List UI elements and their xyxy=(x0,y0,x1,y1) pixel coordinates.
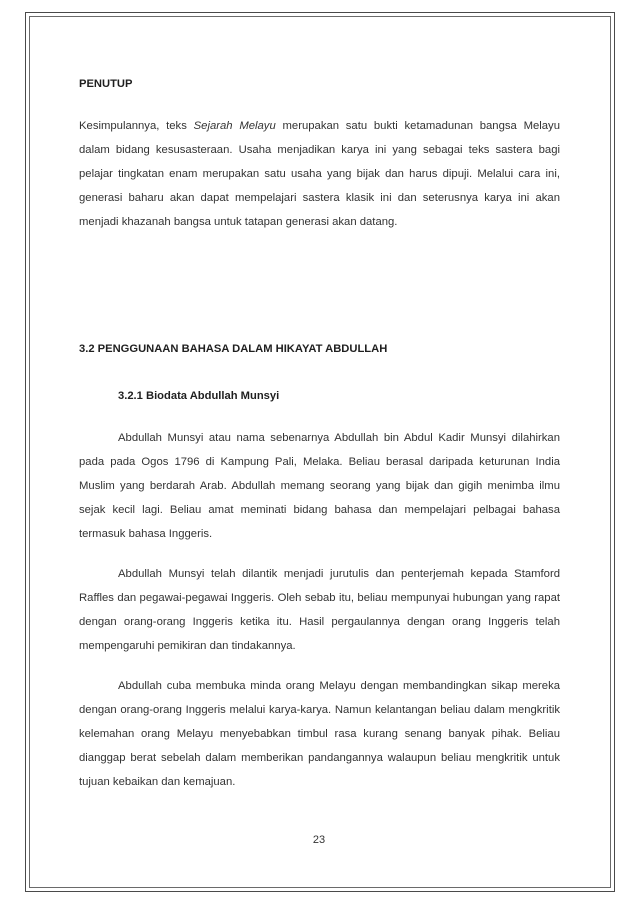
section-heading: 3.2 PENGGUNAAN BAHASA DALAM HIKAYAT ABDULLAH xyxy=(79,343,388,355)
biodata-paragraph-3: Abdullah cuba membuka minda orang Melayu dengan membandingkan sikap mereka dengan orang-orang Inggeris melalui karya-karya. Namun kelantangan beliau dalam mengkritik kelemahan orang Melayu menyebabkan timbul rasa kurang senang banyak pihak. Beliau dianggap berat sebelah dalam memberikan pandangannya walaupun beliau mengkritik untuk tujuan kebaikan dan kemajuan. xyxy=(79,680,560,788)
closing-italic-title: Sejarah Melayu xyxy=(193,120,276,132)
closing-heading: PENUTUP xyxy=(79,78,133,90)
page-number: 23 xyxy=(312,834,326,846)
biodata-paragraph-2: Abdullah Munsyi telah dilantik menjadi jurutulis dan penterjemah kepada Stamford Raffles dan pegawai-pegawai Inggeris. Oleh sebab itu, beliau mempunyai hubungan yang rapat dengan orang-orang Inggeris ketika itu. Hasil pergaulannya dengan orang Inggeris telah mempengaruhi pemikiran dan tindakannya. xyxy=(79,568,560,652)
subsection-heading: 3.2.1 Biodata Abdullah Munsyi xyxy=(118,390,280,402)
closing-paragraph xyxy=(79,114,560,234)
biodata-paragraph-1: Abdullah Munsyi atau nama sebenarnya Abdullah bin Abdul Kadir Munsyi dilahirkan pada pada Ogos 1796 di Kampung Pali, Melaka. Beliau berasal daripada keturunan India Muslim yang berdarah Arab. Abdullah memang seorang yang bijak dan gigih menimba ilmu sejak kecil lagi. Beliau amat meminati bidang bahasa dan mempelajari pelbagai bahasa termasuk bahasa Inggeris. xyxy=(79,432,560,540)
closing-text-rest: merupakan satu bukti ketamadunan bangsa Melayu dalam bidang kesusasteraan. Usaha menjadikan karya ini yang sebagai teks sastera bagi pelajar tingkatan enam merupakan satu usaha yang bijak dan harus dipuji. Melalui cara ini, generasi baharu akan dapat mempelajari sastera klasik ini dan seterusnya karya ini akan menjadi khazanah bangsa untuk tatapan generasi akan datang. xyxy=(79,120,560,228)
closing-text-start: Kesimpulannya, teks xyxy=(79,120,194,132)
